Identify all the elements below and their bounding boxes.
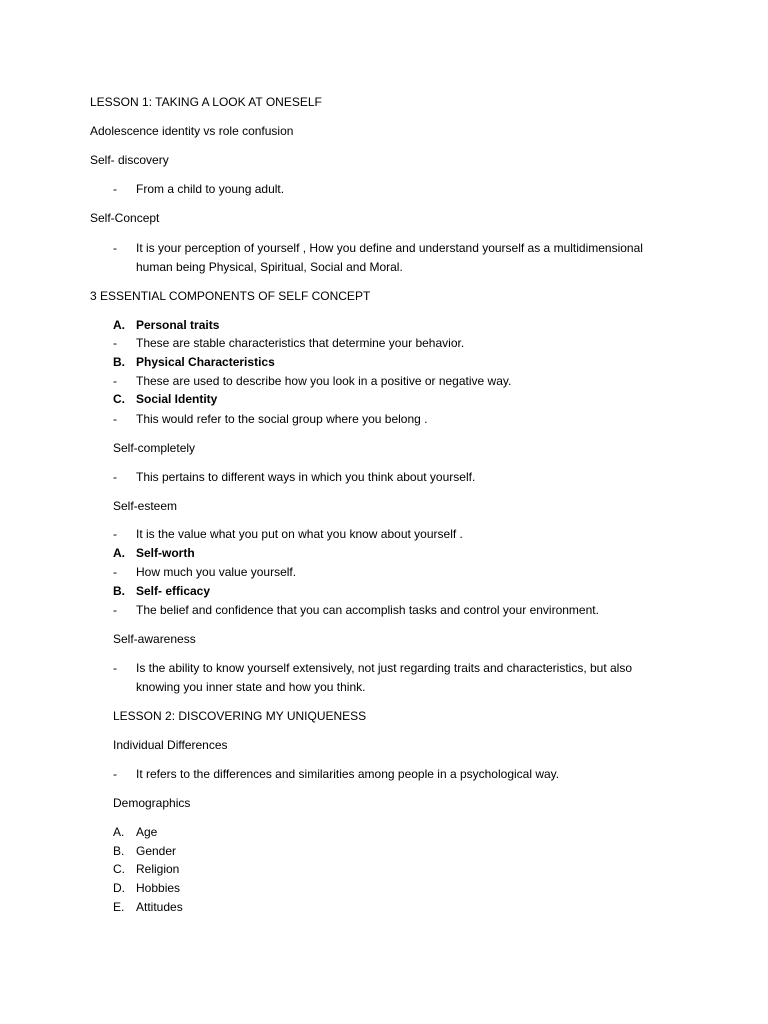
list-marker: C. bbox=[113, 862, 125, 876]
list-item-text: Self- efficacy bbox=[136, 584, 211, 598]
self-completely-heading: Self-completely bbox=[113, 441, 196, 455]
list-marker: B. bbox=[113, 844, 125, 858]
bullet-dash: - bbox=[113, 527, 117, 541]
list-marker: A. bbox=[113, 318, 125, 332]
bullet-dash: - bbox=[113, 767, 117, 781]
list-item-text: Gender bbox=[136, 844, 177, 858]
bullet-dash: - bbox=[113, 565, 117, 579]
list-item-text: Is the ability to know yourself extensively, not just regarding traits and characteristics, but also bbox=[136, 661, 633, 675]
list-item-text: How much you value yourself. bbox=[136, 565, 297, 579]
self-awareness-heading: Self-awareness bbox=[113, 632, 196, 646]
list-item-text: These are stable characteristics that determine your behavior. bbox=[136, 336, 465, 350]
components-heading: 3 ESSENTIAL COMPONENTS OF SELF CONCEPT bbox=[90, 289, 371, 303]
list-item-text: Self-worth bbox=[136, 546, 195, 560]
bullet-dash: - bbox=[113, 182, 117, 196]
list-item-text: human being Physical, Spiritual, Social and Moral. bbox=[136, 260, 403, 274]
list-item-text: Religion bbox=[136, 862, 180, 876]
list-item-text: It is your perception of yourself , How you define and understand yourself as a multidimensional bbox=[136, 241, 643, 255]
list-marker: B. bbox=[113, 584, 125, 598]
list-marker: D. bbox=[113, 881, 125, 895]
adolescence-heading: Adolescence identity vs role confusion bbox=[90, 124, 294, 138]
list-item-text: This pertains to different ways in which you think about yourself. bbox=[136, 470, 476, 484]
lesson2-title: LESSON 2: DISCOVERING MY UNIQUENESS bbox=[113, 709, 367, 723]
list-item-text: Age bbox=[136, 825, 158, 839]
individual-differences-heading: Individual Differences bbox=[113, 738, 228, 752]
list-item-text: Social Identity bbox=[136, 392, 218, 406]
bullet-dash: - bbox=[113, 412, 117, 426]
list-item-text: Physical Characteristics bbox=[136, 355, 275, 369]
list-item-text: knowing you inner state and how you think. bbox=[136, 680, 366, 694]
list-marker: E. bbox=[113, 900, 125, 914]
list-item-text: It is the value what you put on what you know about yourself . bbox=[136, 527, 463, 541]
list-item-text: Attitudes bbox=[136, 900, 183, 914]
bullet-dash: - bbox=[113, 336, 117, 350]
list-marker: C. bbox=[113, 392, 125, 406]
bullet-dash: - bbox=[113, 661, 117, 675]
list-marker: A. bbox=[113, 825, 125, 839]
list-item-text: The belief and confidence that you can accomplish tasks and control your environment. bbox=[136, 603, 599, 617]
list-item-text: Personal traits bbox=[136, 318, 220, 332]
self-discovery-heading: Self- discovery bbox=[90, 153, 169, 167]
list-item-text: It refers to the differences and similarities among people in a psychological way. bbox=[136, 767, 560, 781]
list-item-text: This would refer to the social group where you belong . bbox=[136, 412, 428, 426]
list-marker: A. bbox=[113, 546, 125, 560]
list-marker: B. bbox=[113, 355, 125, 369]
bullet-dash: - bbox=[113, 470, 117, 484]
bullet-dash: - bbox=[113, 603, 117, 617]
list-item-text: From a child to young adult. bbox=[136, 182, 285, 196]
self-esteem-heading: Self-esteem bbox=[113, 499, 178, 513]
bullet-dash: - bbox=[113, 241, 117, 255]
demographics-heading: Demographics bbox=[113, 796, 191, 810]
list-item-text: These are used to describe how you look in a positive or negative way. bbox=[136, 374, 512, 388]
lesson1-title: LESSON 1: TAKING A LOOK AT ONESELF bbox=[90, 95, 322, 109]
list-item-text: Hobbies bbox=[136, 881, 181, 895]
bullet-dash: - bbox=[113, 374, 117, 388]
self-concept-heading: Self-Concept bbox=[90, 211, 160, 225]
